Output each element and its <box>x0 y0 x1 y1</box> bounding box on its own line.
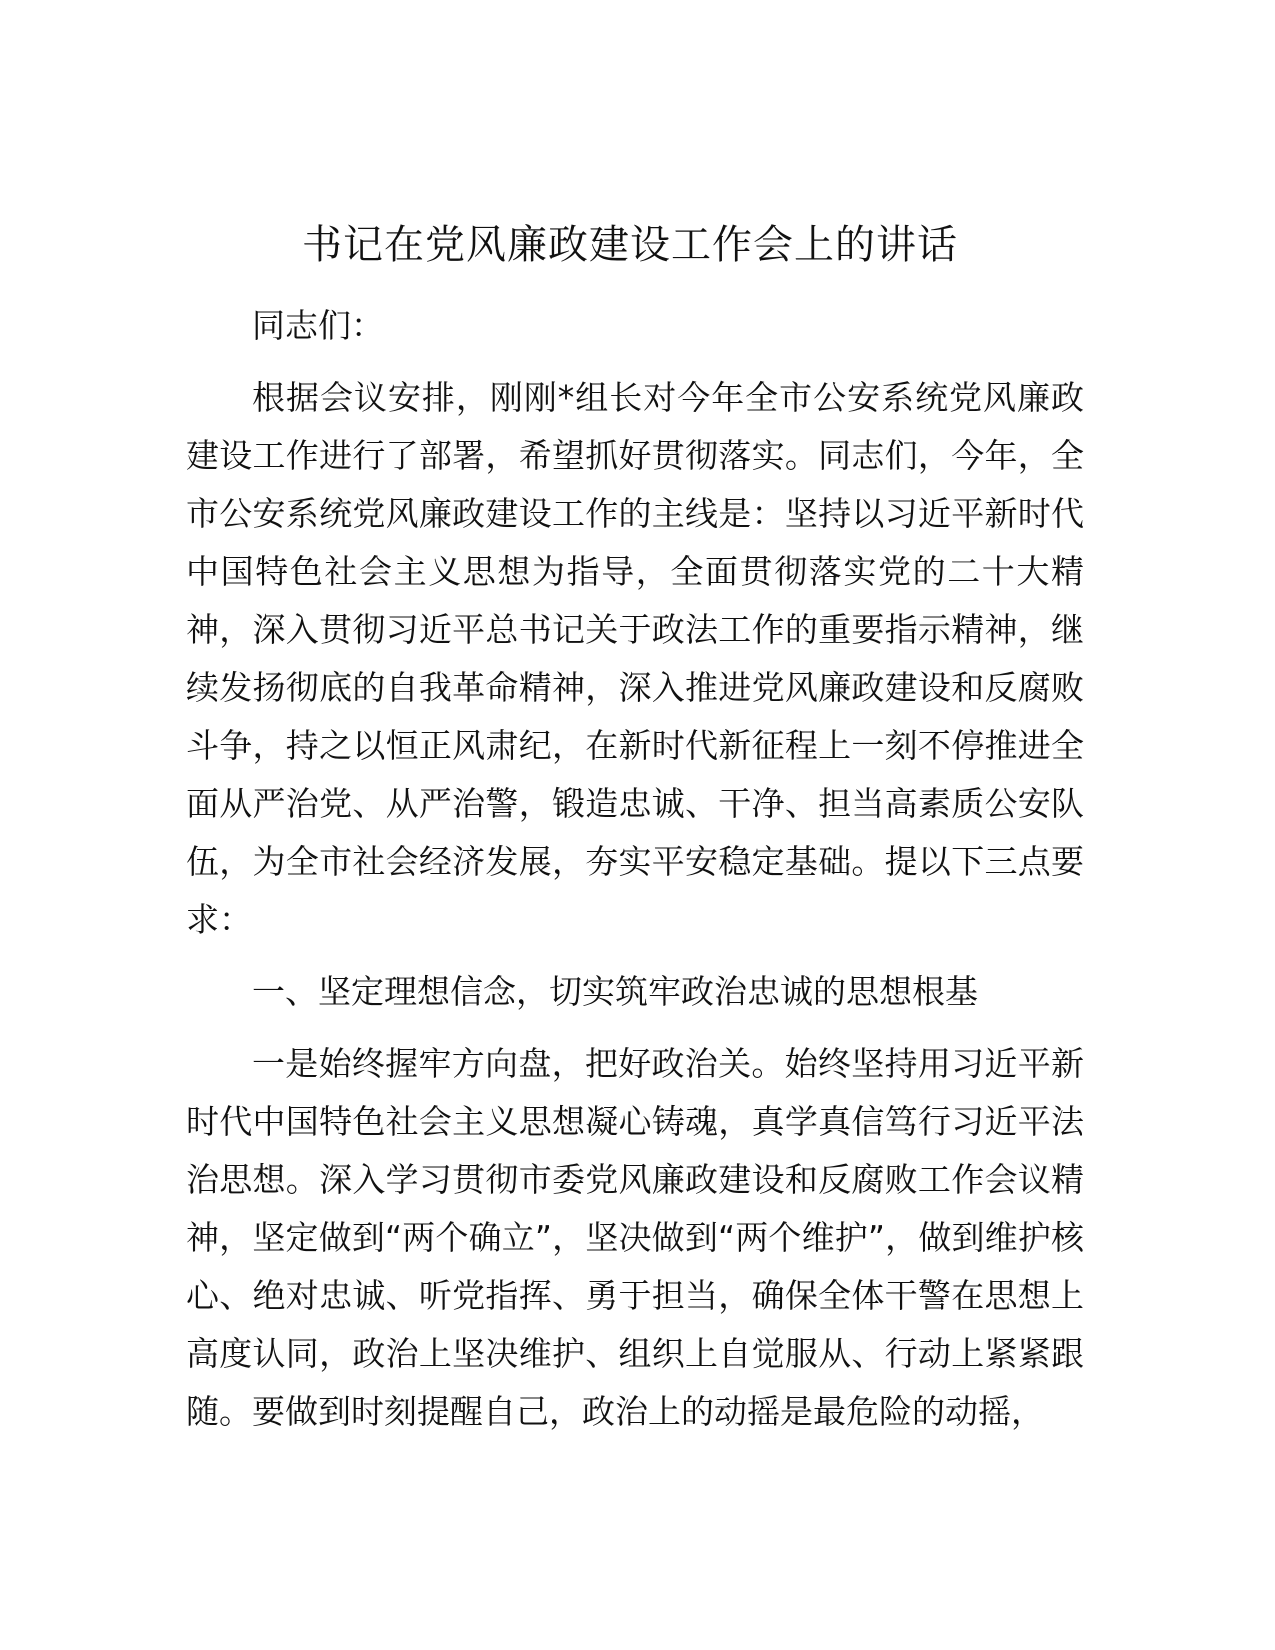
section-1-heading: 一、坚定理想信念，切实筑牢政治忠诚的思想根基 <box>252 972 978 1011</box>
document-title: 书记在党风廉政建设工作会上的讲话 <box>302 222 958 268</box>
salutation: 同志们： <box>252 306 384 345</box>
section-1-paragraph: 一是始终握牢方向盘，把好政治关。始终坚持用习近平新时代中国特色社会主义思想凝心铸魂，真学真信笃行习近平法治思想。深入学习贯彻市委党风廉政建设和反腐败工作会议精神，坚定做到“两个确立”，坚决做到“两个维护”，做到维护核心、绝对忠诚、听党指挥、勇于担当，确保全体干警在思想上高度认同，政治上坚决维护、组织上自觉服从、行动上紧紧跟随。要做到时刻提醒自己，政治上的动摇是最危险的动摇， <box>186 1044 1084 1431</box>
intro-paragraph: 根据会议安排，刚刚*组长对今年全市公安系统党风廉政建设工作进行了部署，希望抓好贯彻落实。同志们，今年，全市公安系统党风廉政建设工作的主线是：坚持以习近平新时代中国特色社会主义思想为指导，全面贯彻落实党的二十大精神，深入贯彻习近平总书记关于政法工作的重要指示精神，继续发扬彻底的自我革命精神，深入推进党风廉政建设和反腐败斗争，持之以恒正风肃纪，在新时代新征程上一刻不停推进全面从严治党、从严治警，锻造忠诚、干净、担当高素质公安队伍，为全市社会经济发展，夯实平安稳定基础。提以下三点要求： <box>186 378 1084 939</box>
document-body <box>186 297 1084 1455</box>
